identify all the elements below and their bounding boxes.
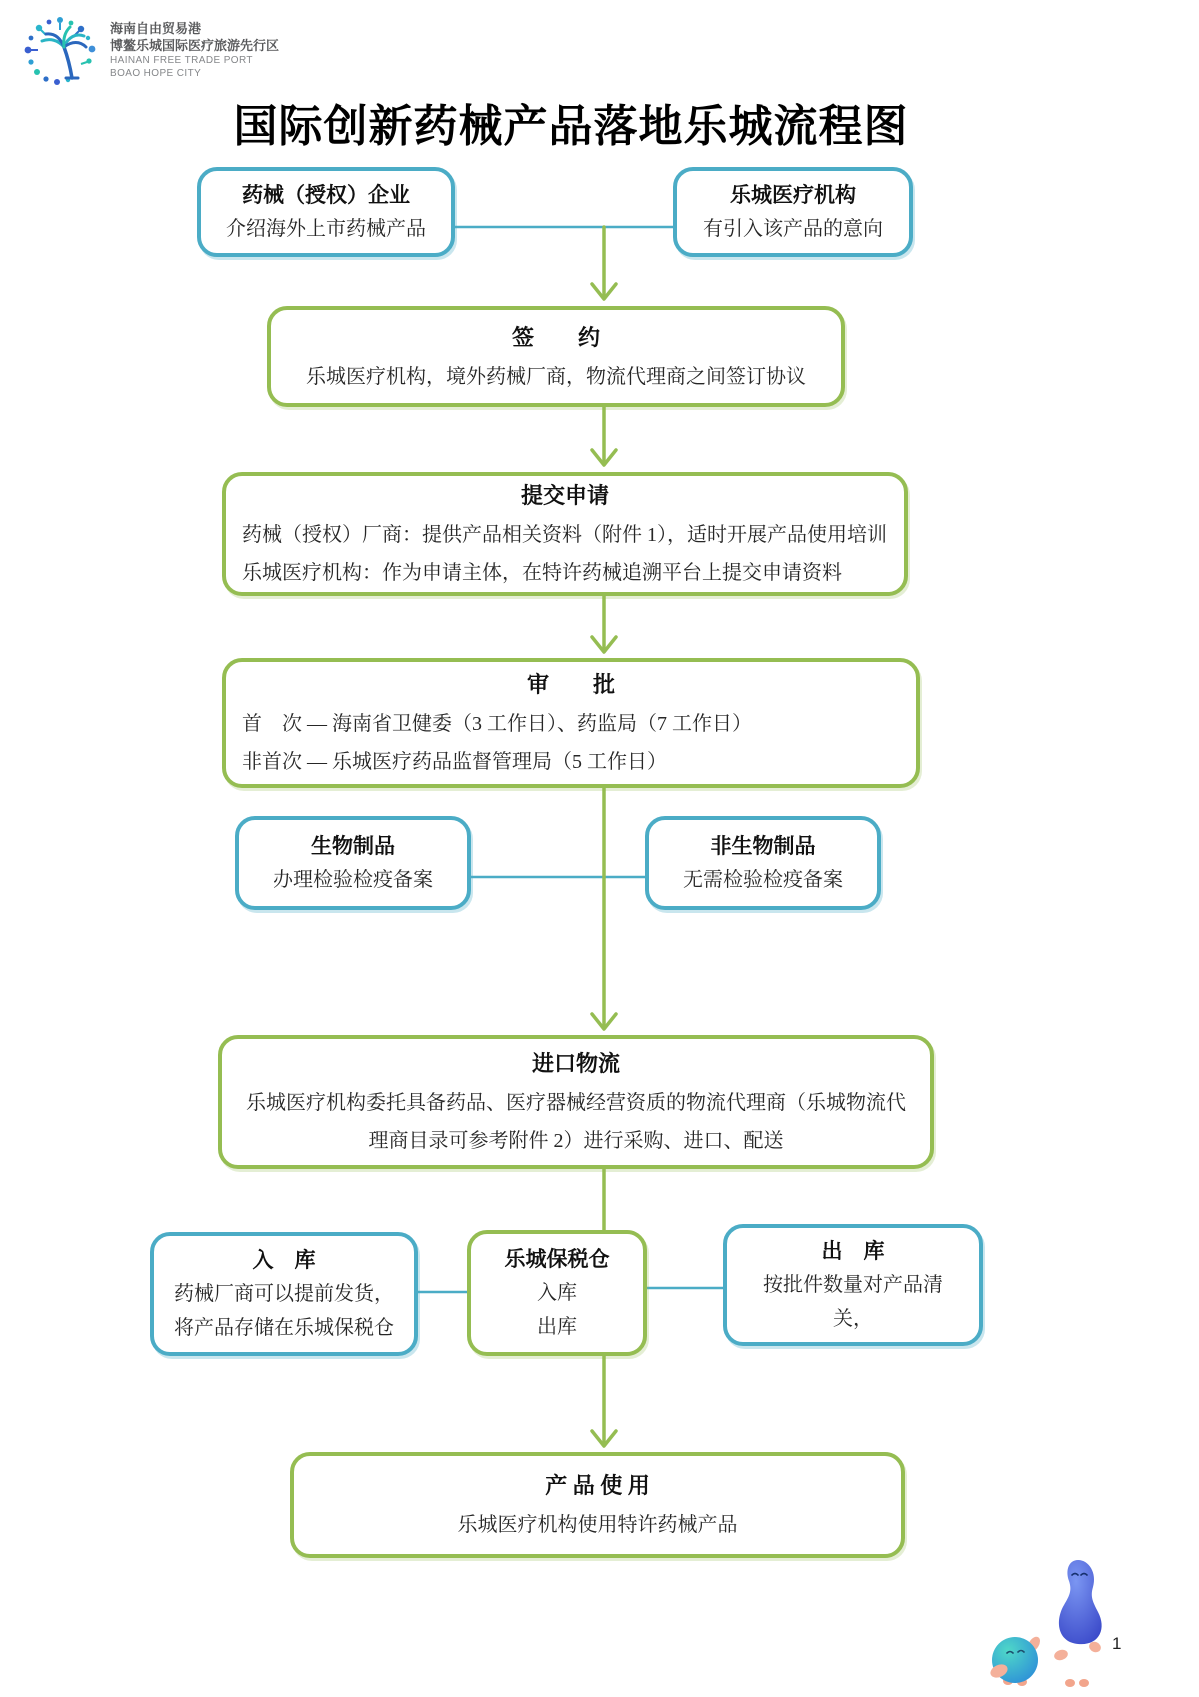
- page-title: 国际创新药械产品落地乐城流程图: [233, 102, 909, 151]
- node-application: [222, 472, 908, 596]
- node-line2: 出库: [537, 1316, 577, 1338]
- logo-cn-line2: 博鳌乐城国际医疗旅游先行区: [110, 38, 280, 53]
- node-line1: 首 次 — 海南省卫健委（3 工作日）、药监局（7 工作日）: [242, 713, 752, 735]
- node-title: 审 批: [526, 672, 615, 697]
- node-biological: [235, 816, 471, 910]
- node-line2: 乐城医疗机构：作为申请主体，在特许药械追溯平台上提交申请资料: [242, 562, 842, 584]
- node-title: 乐城医疗机构: [730, 183, 856, 207]
- node-approval: [222, 658, 920, 788]
- node-body: 办理检验检疫备案: [273, 869, 433, 891]
- node-title: 出 库: [821, 1239, 885, 1263]
- node-body: 乐城医疗机构，境外药械厂商，物流代理商之间签订协议: [306, 365, 806, 388]
- node-title: 入 库: [252, 1248, 316, 1272]
- node-line2: 理商目录可参考附件 2）进行采购、进口、配送: [368, 1130, 784, 1152]
- node-signing: [267, 306, 845, 407]
- node-import-logistics: [218, 1035, 934, 1169]
- node-line1: 按批件数量对产品清: [763, 1274, 943, 1296]
- node-medical-institution: [673, 167, 913, 257]
- mascot-characters-icon: [982, 1552, 1132, 1687]
- node-title: 产 品 使 用: [545, 1473, 650, 1498]
- node-line1: 药械厂商可以提前发货，: [174, 1283, 394, 1305]
- node-device-company: [197, 167, 455, 257]
- node-outbound: [723, 1224, 983, 1346]
- node-title: 进口物流: [531, 1051, 620, 1076]
- node-title: 非生物制品: [710, 834, 816, 858]
- logo-en-line1: HAINAN FREE TRADE PORT: [110, 55, 253, 66]
- node-line1: 乐城医疗机构委托具备药品、医疗器械经营资质的物流代理商（乐城物流代: [246, 1092, 906, 1114]
- node-body: 乐城医疗机构使用特许药械产品: [457, 1514, 738, 1536]
- node-line2: 关，: [833, 1308, 873, 1330]
- logo-en-line2: BOAO HOPE CITY: [110, 68, 202, 79]
- node-inbound: [150, 1232, 418, 1356]
- header-logo: [14, 8, 279, 92]
- node-title: 签 约: [511, 324, 600, 350]
- node-line1: 入库: [537, 1282, 577, 1304]
- logo-cn-line1: 海南自由贸易港: [110, 21, 202, 36]
- node-non-biological: [645, 816, 881, 910]
- node-body: 有引入该产品的意向: [703, 218, 883, 240]
- node-body: 介绍海外上市药械产品: [226, 218, 426, 240]
- page-number: 1: [1112, 1634, 1122, 1653]
- node-title: 药械（授权）企业: [242, 183, 410, 207]
- node-line1: 药械（授权）厂商：提供产品相关资料（附件 1），适时开展产品使用培训: [242, 524, 887, 546]
- node-product-use: [290, 1452, 905, 1558]
- node-title: 乐城保税仓: [504, 1247, 610, 1271]
- node-bonded-warehouse: [467, 1230, 647, 1356]
- boao-hope-city-logo-icon: [14, 8, 102, 92]
- node-body: 无需检验检疫备案: [683, 869, 843, 891]
- node-line2: 非首次 — 乐城医疗药品监督管理局（5 工作日）: [242, 751, 667, 773]
- node-line2: 将产品存储在乐城保税仓: [174, 1317, 394, 1339]
- node-title: 生物制品: [311, 834, 395, 858]
- node-title: 提交申请: [520, 483, 609, 508]
